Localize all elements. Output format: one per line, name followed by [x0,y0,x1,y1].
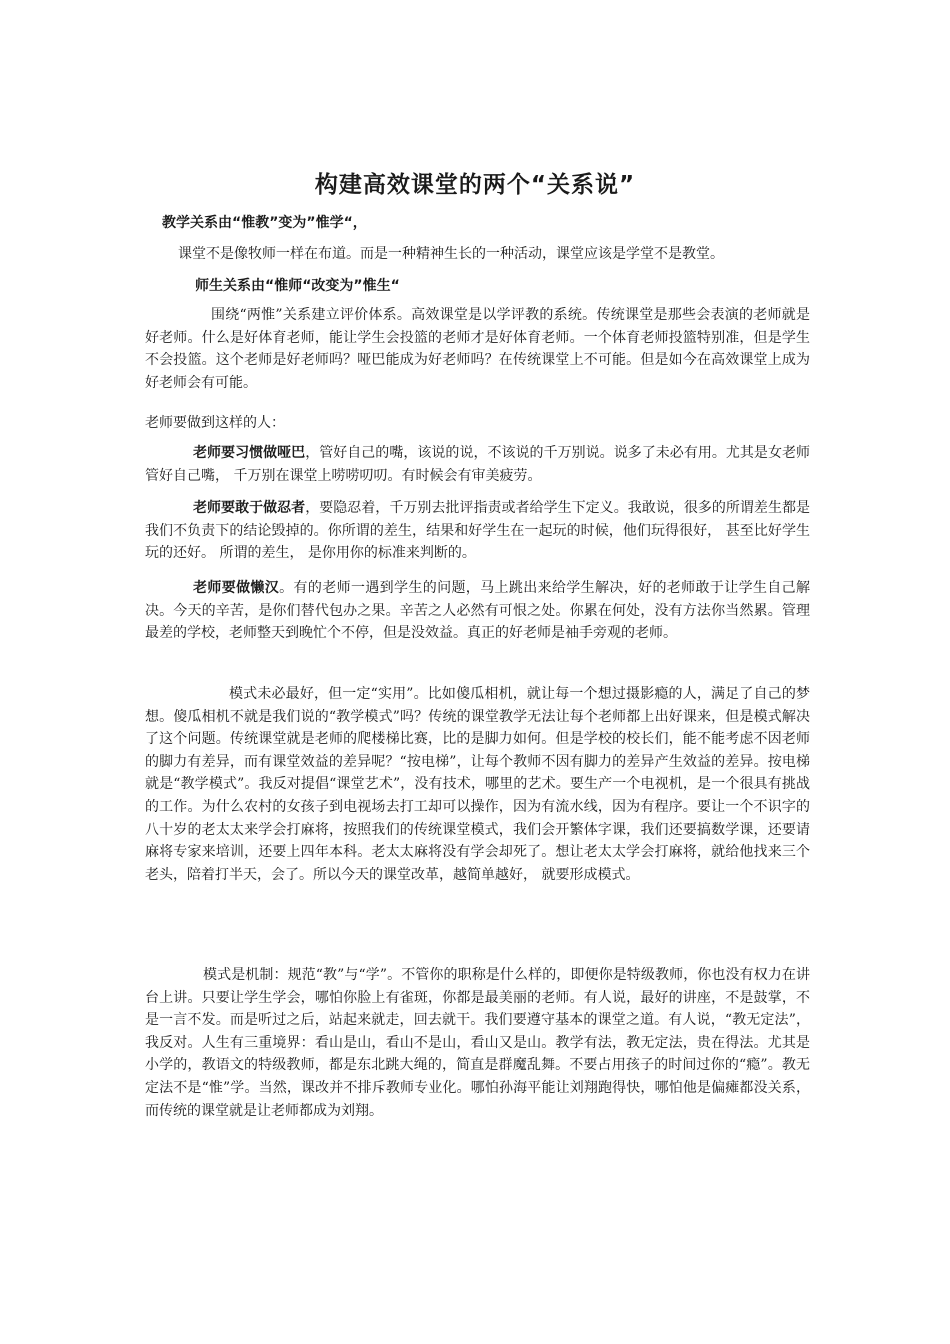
paragraph-evaluation: 围绕“两惟”关系建立评价体系。高效课堂是以学评教的系统。传统课堂是那些会表演的老师就是好老师。什么是好体育老师，能让学生会投篮的老师才是好体育老师。一个体育老师投篮特别准，但是学生不会投篮。这个老师是好老师吗？哑巴能成为好老师吗？在传统课堂上不可能。但是如今在高效课堂上成为好老师会有可能。 [145,307,810,391]
section-heading-teaching: 教学关系由“惟教”变为”惟学“， [162,215,367,231]
bold-lead-ninja: 老师要敢于做忍者 [193,500,306,516]
document-title: 构建高效课堂的两个“关系说” [314,172,636,198]
paragraph-mute [145,442,810,487]
paragraph-model-practical: 模式未必最好，但一定“实用”。比如傻瓜相机，就让每一个想过摄影瘾的人，满足了自己的梦想。傻瓜相机不就是我们说的“教学模式”吗？传统的课堂教学无法让每个老师都上出好课来，但是模式解决了这个问题。传统课堂就是老师的爬楼梯比赛，比的是脚力如何。但是学校的校长们，能不能考虑不因老师的脚力有差异，而有课堂效益的差异呢？“按电梯”，让每个教师不因有脚力的差异产生效益的差异。按电梯就是“教学模式”。我反对提倡“课堂艺术”，没有技术，哪里的艺术。要生产一个电视机，是一个很具有挑战的工作。为什么农村的女孩子到电视场去打工却可以操作，因为有流水线，因为有程序。要让一个不识字的八十岁的老太太来学会打麻将，按照我们的传统课堂模式，我们会开繁体字课，我们还要搞数学课，还要请麻将专家来培训，还要上四年本科。老太太麻将没有学会却死了。想让老太太学会打麻将，就给他找来三个老头，陪着打半天，会了。所以今天的课堂改革，越简单越好， 就要形成模式。 [145,686,810,883]
paragraph-lazy-text: 。有的老师一遇到学生的问题，马上跳出来给学生解决，好的老师敢于让学生自己解决。今天的辛苦，是你们替代包办之果。辛苦之人必然有可恨之处。你累在何处，没有方法你当然累。管理最差的学校，老师整天到晚忙个不停，但是没效益。真正的好老师是袖手旁观的老师。 [145,580,811,642]
bold-lead-lazy: 老师要做懒汉 [193,580,280,596]
paragraph-model-mechanism: 模式是机制：规范“教”与“学”。不管你的职称是什么样的，即便你是特级教师，你也没有权力在讲台上讲。只要让学生学会，哪怕你脸上有雀斑，你都是最美丽的老师。有人说，最好的讲座，不是鼓掌，不是一言不发。而是听过之后，站起来就走，回去就干。我们要遵守基本的课堂之道。有人说，“教无定法”，我反对。人生有三重境界：看山是山，看山不是山，看山又是山。教学有法，教无定法，贵在得法。尤其是小学的，教语文的特级教师，都是东北跳大绳的，简直是群魔乱舞。不要占用孩子的时间过你的“瘾”。教无定法不是“惟”学。当然，课改并不排斥教师专业化。哪怕孙海平能让刘翔跑得快，哪怕他是偏瘫都没关系，而传统的课堂就是让老师都成为刘翔。 [145,967,810,1119]
paragraph-ninja [145,497,810,565]
paragraph-mute-text: ，管好自己的嘴，该说的说，不该说的千万别说。说多了未必有用。尤其是女老师管好自己嘴， 千万别在课堂上唠唠叨叨。有时候会有审美疲劳。 [145,445,810,484]
paragraph-ninja-text: ，要隐忍着，千万别去批评指责或者给学生下定义。我敢说，很多的所谓差生都是我们不负责下的结论毁掉的。你所谓的差生，结果和好学生在一起玩的时候，他们玩得很好， 甚至比好学生玩的还好。 所谓的差生， 是你用你的标准来判断的。 [145,500,810,562]
paragraph-label: 老师要做到这样的人： [145,415,285,431]
lead-paragraph: 课堂不是像牧师一样在布道。而是一种精神生长的一种活动，课堂应该是学堂不是教堂。 [178,246,724,262]
section-heading-teacher-student: 师生关系由“惟师“改变为”惟生“ [195,278,400,294]
bold-lead-mute: 老师要习惯做哑巴 [193,445,306,461]
paragraph-lazy [145,577,810,645]
